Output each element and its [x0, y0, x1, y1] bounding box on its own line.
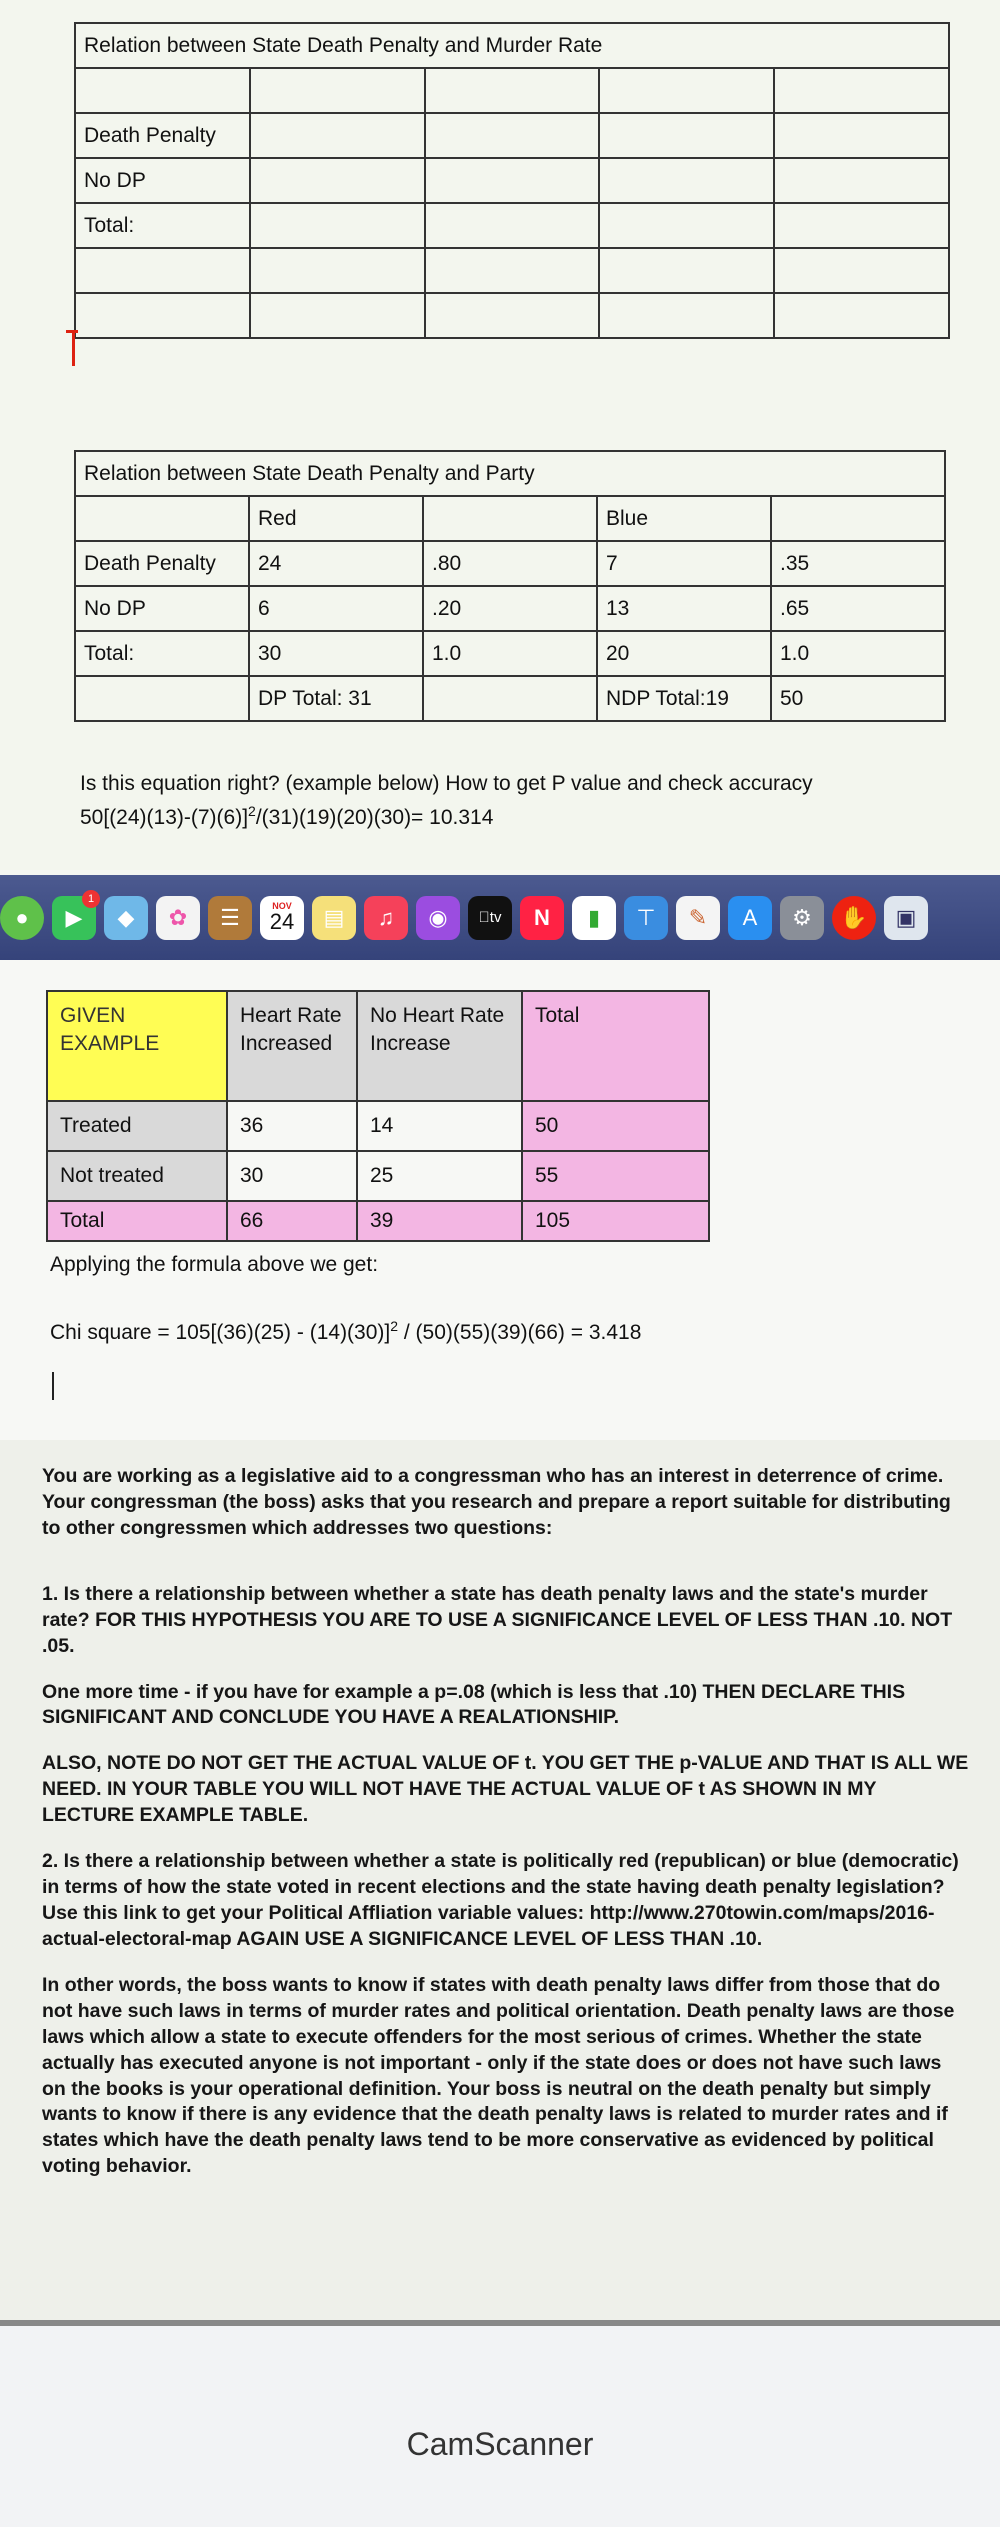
settings-icon[interactable]: ⚙ [780, 896, 824, 940]
table-row [47, 1201, 709, 1241]
equation-exponent: 2 [248, 803, 256, 819]
row-label: Total: [75, 203, 250, 248]
notification-badge: 1 [82, 890, 100, 908]
table-cell [425, 113, 600, 158]
table-cell [599, 158, 774, 203]
table-row [75, 541, 945, 586]
row-label: No DP [75, 158, 250, 203]
table-cell: 7 [597, 541, 771, 586]
table-cell: 66 [227, 1201, 357, 1241]
party-table [74, 450, 946, 722]
table-cell [599, 293, 774, 338]
formula-part: / (50)(55)(39)(66) = 3.418 [398, 1321, 642, 1344]
camscanner-watermark: CamScanner [406, 2426, 594, 2462]
table-cell [771, 496, 945, 541]
table-cell [774, 248, 949, 293]
table-cell [75, 676, 249, 721]
given-example-table [46, 990, 710, 1242]
table-cell: 36 [227, 1101, 357, 1151]
table-row [75, 676, 945, 721]
table-cell: 1.0 [423, 631, 597, 676]
table-cell: 25 [357, 1151, 522, 1201]
table-cell: DP Total: 31 [249, 676, 423, 721]
textedit-icon[interactable]: ✎ [676, 896, 720, 940]
table-cell [75, 68, 250, 113]
table-row [75, 203, 949, 248]
text-cursor [52, 1372, 54, 1400]
table-cell: 39 [357, 1201, 522, 1241]
table-cell [75, 496, 249, 541]
table-cell [250, 203, 425, 248]
table-row [75, 113, 949, 158]
equation-part: 50[(24)(13)-(7)(6)] [80, 806, 249, 829]
equation-part: /(31)(19)(20)(30)= 10.314 [255, 806, 494, 829]
maps-icon[interactable]: ◆ [104, 896, 148, 940]
table-cell: NDP Total:19 [597, 676, 771, 721]
table-cell [250, 158, 425, 203]
row-label: Death Penalty [75, 113, 250, 158]
table-cell [250, 113, 425, 158]
column-header: Total [522, 991, 709, 1101]
table-cell: 30 [249, 631, 423, 676]
table-row [75, 158, 949, 203]
table-cell: 24 [249, 541, 423, 586]
table-row [75, 496, 945, 541]
facetime-icon[interactable]: ▶ 1 [52, 896, 96, 940]
table-cell [774, 68, 949, 113]
table-cell [599, 68, 774, 113]
calendar-month: NOV [272, 901, 292, 911]
table-cell [250, 293, 425, 338]
murder-table-title: Relation between State Death Penalty and Murder Rate [75, 23, 949, 68]
numbers-icon[interactable]: ▮ [572, 896, 616, 940]
column-header: No Heart Rate Increase [357, 991, 522, 1101]
table-cell [599, 113, 774, 158]
paragraph-reminder: One more time - if you have for example a p=.08 (which is less that .10) THEN DECLARE THIS SIGNIFICANT AND CONCLUDE YOU HAVE A REALATIONSHIP. [42, 1680, 906, 1729]
row-label: Total: [75, 631, 249, 676]
keynote-icon[interactable]: ⊤ [624, 896, 668, 940]
table-cell: 1.0 [771, 631, 945, 676]
row-label: No DP [75, 586, 249, 631]
table-cell: 13 [597, 586, 771, 631]
column-header-red: Red [249, 496, 423, 541]
appstore-icon[interactable]: A [728, 896, 772, 940]
paragraph-intro: You are working as a legislative aid to a congressman who has an interest in deterrence of crime. Your congressman (the boss) asks that you research and prepare a report suitable for distributing to other congressmen which addresses two questions: [42, 1465, 951, 1539]
table-cell [250, 248, 425, 293]
table-cell [423, 676, 597, 721]
table-cell: 50 [771, 676, 945, 721]
table-row [75, 248, 949, 293]
table-cell: 20 [597, 631, 771, 676]
table-cell [425, 248, 600, 293]
row-label: Treated [47, 1101, 227, 1151]
table-cell: .35 [771, 541, 945, 586]
insertion-cursor-marker [72, 330, 75, 366]
row-label: Death Penalty [75, 541, 249, 586]
paragraph-note: ALSO, NOTE DO NOT GET THE ACTUAL VALUE OF t. YOU GET THE p-VALUE AND THAT IS ALL WE NEED. IN YOUR TABLE YOU WILL NOT HAVE THE ACTUAL VALUE OF t AS SHOWN IN MY LECTURE EXAMPLE TABLE. [42, 1752, 969, 1827]
table-cell [774, 158, 949, 203]
messages-icon[interactable]: ● [0, 896, 44, 940]
row-label: Total [47, 1201, 227, 1241]
table-cell [425, 203, 600, 248]
formula-part: Chi square = 105[(36)(25) - (14)(30)] [50, 1321, 391, 1344]
paragraph-summary: In other words, the boss wants to know if states with death penalty laws differ from those that do not have such laws in terms of murder rates and political orientation. Death penalty laws are those laws which allow a state to execute offenders for the most serious of crimes. Whether the state actually has executed anyone is not important - only if the state does or does not have such laws on the books is your operational definition. Your boss is neutral on the death penalty but simply wants to know if there is any evidence that the death penalty laws is related to murder rates and if states which have the death penalty laws tend to be more conservative as evidenced by political voting behavior. [42, 1973, 955, 2178]
table-cell [75, 293, 250, 338]
photos-icon[interactable]: ✿ [156, 896, 200, 940]
table-row [75, 631, 945, 676]
column-header: Heart Rate Increased [227, 991, 357, 1101]
question-text: Is this equation right? (example below) How to get P value and check accuracy [80, 772, 813, 795]
applying-text: Applying the formula above we get: [50, 1253, 379, 1276]
row-label: Not treated [47, 1151, 227, 1201]
calendar-day: 24 [269, 909, 295, 934]
table-cell: .80 [423, 541, 597, 586]
example-label: GIVEN EXAMPLE [47, 991, 227, 1101]
contacts-icon[interactable]: ☰ [208, 896, 252, 940]
table-cell [774, 293, 949, 338]
news-icon[interactable]: N [520, 896, 564, 940]
table-cell [599, 203, 774, 248]
calendar-icon[interactable] [260, 896, 304, 940]
table-cell [75, 248, 250, 293]
table-cell: 50 [522, 1101, 709, 1151]
table-row [47, 991, 709, 1101]
table-cell [774, 203, 949, 248]
chi-square-formula [50, 1318, 641, 1345]
table-cell [423, 496, 597, 541]
table-cell: 6 [249, 586, 423, 631]
table-row [75, 586, 945, 631]
table-row [47, 1151, 709, 1201]
table-cell: 55 [522, 1151, 709, 1201]
preview-icon[interactable]: ▣ [884, 896, 928, 940]
party-table-title: Relation between State Death Penalty and Party [75, 451, 945, 496]
scanner-footer [0, 2320, 1000, 2527]
podcasts-icon[interactable]: ◉ [416, 896, 460, 940]
equation-text [80, 803, 493, 830]
table-cell [425, 158, 600, 203]
paragraph-question-1: 1. Is there a relationship between whether a state has death penalty laws and the state's murder rate? FOR THIS HYPOTHESIS YOU ARE TO USE A SIGNIFICANCE LEVEL OF LESS THAN .10. NOT .05. [42, 1582, 953, 1657]
table-cell: 105 [522, 1201, 709, 1241]
table-cell: 30 [227, 1151, 357, 1201]
table-cell [599, 248, 774, 293]
tv-label: tv [484, 909, 496, 926]
table-row [75, 293, 949, 338]
paragraph-question-2: 2. Is there a relationship between whether a state is politically red (republican) or blue (democratic) in terms of how the state voted in recent elections and the state having death penalty legislation? Use this link to get your Political Affliation variable values: http://www.270towin.com/maps/2016-actual-electoral-map AGAIN USE A SIGNIFICANCE LEVEL OF LESS THAN .10. [42, 1850, 959, 1950]
table-row [75, 68, 949, 113]
tv-icon[interactable] [468, 896, 512, 940]
table-cell [425, 68, 600, 113]
stop-icon[interactable]: ✋ [832, 896, 876, 940]
music-icon[interactable]: ♫ [364, 896, 408, 940]
example-document [0, 960, 1000, 1440]
table-cell [425, 293, 600, 338]
table-cell: .65 [771, 586, 945, 631]
table-cell: .20 [423, 586, 597, 631]
notes-icon[interactable]: ▤ [312, 896, 356, 940]
murder-rate-table [74, 22, 950, 339]
table-row [47, 1101, 709, 1151]
table-cell [250, 68, 425, 113]
app-dock [0, 875, 1000, 960]
column-header-blue: Blue [597, 496, 771, 541]
scanned-document-top [0, 0, 1000, 870]
table-cell: 14 [357, 1101, 522, 1151]
table-cell [774, 113, 949, 158]
formula-exponent: 2 [390, 1318, 399, 1334]
assignment-instructions [0, 1440, 1000, 2320]
